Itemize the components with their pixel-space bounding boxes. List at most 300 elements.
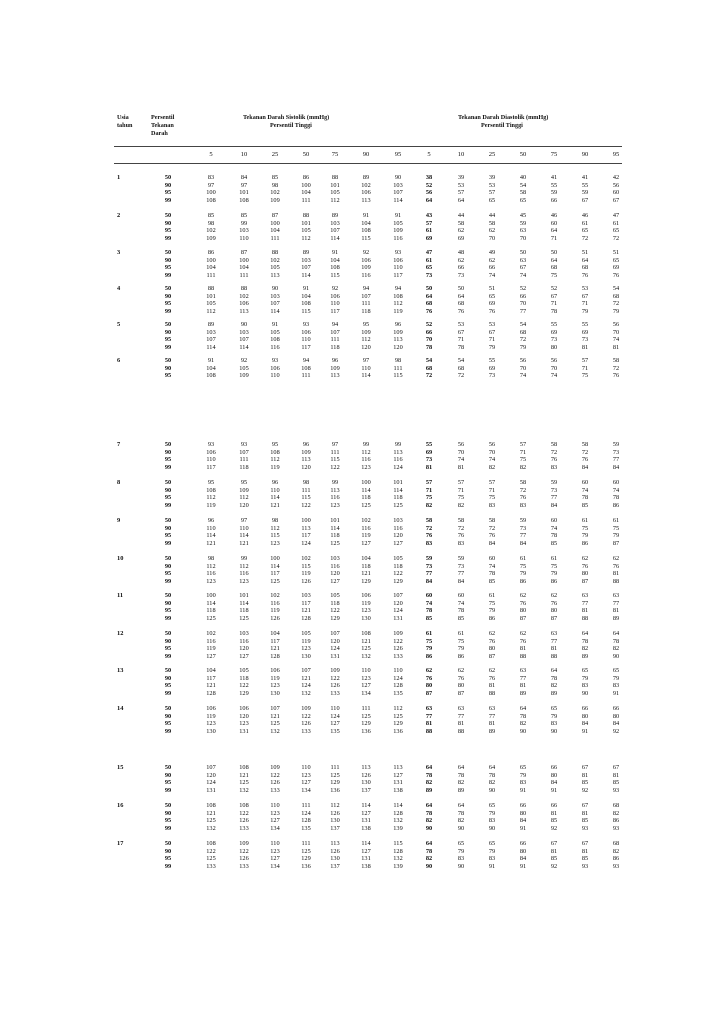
height-percentile-header: 5 (427, 151, 431, 158)
systolic-cell: 117 (301, 343, 311, 351)
systolic-cell: 130 (361, 614, 371, 622)
diastolic-cell: 79 (581, 532, 589, 540)
diastolic-cell: 68 (612, 840, 620, 847)
systolic-cell: 102 (301, 555, 311, 562)
diastolic-cell: 61 (550, 555, 558, 562)
systolic-cell: 107 (301, 264, 311, 272)
systolic-cell: 91 (331, 249, 339, 256)
systolic-cell: 126 (330, 847, 340, 855)
systolic-cell: 108 (301, 300, 311, 308)
diastolic-cell: 86 (488, 614, 496, 622)
table-row (0, 825, 728, 833)
diastolic-cell: 71 (488, 486, 496, 494)
systolic-cell: 120 (206, 771, 216, 779)
systolic-cell: 114 (239, 599, 249, 607)
bp-percentile-cell: 95 (164, 227, 172, 235)
systolic-cell: 122 (301, 712, 311, 720)
systolic-cell: 90 (240, 321, 248, 328)
systolic-cell: 119 (301, 570, 311, 578)
diastolic-cell: 76 (488, 674, 496, 682)
systolic-cell: 104 (301, 189, 311, 197)
systolic-cell: 107 (239, 448, 249, 456)
systolic-cell: 100 (301, 181, 311, 189)
diastolic-cell: 79 (425, 645, 433, 653)
systolic-cell: 96 (331, 357, 339, 364)
systolic-cell: 122 (239, 847, 249, 855)
systolic-cell: 112 (239, 562, 249, 570)
systolic-cell: 126 (270, 779, 280, 787)
diastolic-cell: 52 (425, 321, 433, 328)
diastolic-cell: 81 (488, 682, 496, 690)
diastolic-cell: 65 (612, 667, 620, 674)
systolic-cell: 117 (301, 532, 311, 540)
systolic-cell: 112 (330, 196, 340, 204)
systolic-cell: 105 (330, 189, 340, 197)
systolic-cell: 134 (270, 862, 280, 870)
systolic-cell: 108 (301, 364, 311, 372)
systolic-cell: 117 (393, 271, 403, 279)
systolic-cell: 100 (301, 517, 311, 524)
diastolic-cell: 72 (581, 234, 589, 242)
diastolic-cell: 83 (612, 682, 620, 690)
age-label: 10 (117, 555, 124, 562)
diastolic-cell: 83 (425, 539, 433, 547)
systolic-cell: 136 (393, 727, 403, 735)
height-percentile-header: 95 (394, 151, 402, 158)
systolic-cell: 118 (330, 532, 340, 540)
diastolic-cell: 78 (550, 307, 558, 315)
systolic-cell: 125 (270, 577, 280, 585)
diastolic-cell: 68 (457, 300, 465, 308)
diastolic-cell: 79 (488, 607, 496, 615)
diastolic-cell: 78 (581, 637, 589, 645)
diastolic-cell: 76 (519, 494, 527, 502)
diastolic-cell: 46 (550, 212, 558, 219)
systolic-cell: 125 (330, 539, 340, 547)
systolic-cell: 125 (206, 614, 216, 622)
systolic-cell: 102 (206, 227, 216, 235)
bp-percentile-cell: 50 (164, 174, 172, 181)
diastolic-cell: 90 (457, 862, 465, 870)
systolic-cell: 132 (239, 786, 249, 794)
systolic-cell: 120 (393, 532, 403, 540)
systolic-cell: 108 (393, 292, 403, 300)
diastolic-cell: 55 (550, 321, 558, 328)
systolic-cell: 112 (270, 456, 280, 464)
diastolic-cell: 70 (519, 300, 527, 308)
diastolic-cell: 61 (581, 219, 589, 227)
diastolic-cell: 83 (519, 501, 527, 509)
diastolic-cell: 76 (457, 532, 465, 540)
systolic-cell: 87 (271, 212, 279, 219)
diastolic-cell: 81 (550, 809, 558, 817)
height-percentile-header: 5 (209, 151, 213, 158)
systolic-cell: 91 (394, 212, 402, 219)
diastolic-cell: 91 (550, 786, 558, 794)
systolic-cell: 111 (301, 486, 311, 494)
bp-percentile-cell: 99 (164, 824, 172, 832)
systolic-cell: 103 (330, 219, 340, 227)
systolic-cell: 92 (240, 357, 248, 364)
systolic-cell: 94 (362, 285, 370, 292)
systolic-cell: 119 (301, 637, 311, 645)
diastolic-cell: 59 (550, 189, 558, 197)
systolic-cell: 115 (301, 562, 311, 570)
diastolic-cell: 82 (519, 720, 527, 728)
systolic-cell: 108 (206, 196, 216, 204)
systolic-cell: 112 (330, 802, 340, 809)
systolic-cell: 119 (361, 532, 371, 540)
diastolic-cell: 46 (581, 212, 589, 219)
diastolic-cell: 83 (581, 682, 589, 690)
systolic-cell: 94 (331, 321, 339, 328)
systolic-cell: 121 (206, 809, 216, 817)
diastolic-cell: 78 (550, 532, 558, 540)
systolic-cell: 125 (301, 847, 311, 855)
systolic-cell: 109 (301, 705, 311, 712)
systolic-cell: 119 (206, 501, 216, 509)
systolic-cell: 106 (393, 256, 403, 264)
diastolic-cell: 90 (457, 824, 465, 832)
systolic-cell: 111 (301, 802, 311, 809)
bp-percentile-cell: 95 (164, 645, 172, 653)
diastolic-cell: 60 (550, 517, 558, 524)
diastolic-cell: 91 (488, 862, 496, 870)
diastolic-cell: 53 (488, 181, 496, 189)
diastolic-cell: 74 (457, 456, 465, 464)
systolic-cell: 113 (301, 524, 311, 532)
diastolic-cell: 63 (488, 705, 496, 712)
systolic-cell: 94 (302, 357, 310, 364)
systolic-cell: 107 (301, 667, 311, 674)
systolic-cell: 114 (239, 343, 249, 351)
diastolic-cell: 91 (581, 727, 589, 735)
diastolic-cell: 82 (581, 645, 589, 653)
diastolic-cell: 63 (581, 592, 589, 599)
diastolic-cell: 80 (550, 771, 558, 779)
diastolic-cell: 81 (550, 645, 558, 653)
diastolic-cell: 64 (581, 256, 589, 264)
diastolic-cell: 66 (550, 802, 558, 809)
systolic-cell: 132 (270, 727, 280, 735)
systolic-cell: 116 (393, 234, 403, 242)
age-label: 7 (117, 441, 121, 448)
systolic-cell: 117 (206, 463, 216, 471)
systolic-cell: 121 (206, 539, 216, 547)
bp-percentile-cell: 50 (164, 441, 172, 448)
diastolic-cell: 67 (581, 840, 589, 847)
diastolic-cell: 74 (488, 456, 496, 464)
systolic-cell: 90 (394, 174, 402, 181)
systolic-cell: 136 (361, 727, 371, 735)
systolic-cell: 125 (206, 817, 216, 825)
bp-percentile-cell: 90 (164, 847, 172, 855)
diastolic-cell: 62 (612, 555, 620, 562)
diastolic-cell: 59 (550, 479, 558, 486)
systolic-cell: 129 (361, 720, 371, 728)
diastolic-cell: 57 (457, 479, 465, 486)
diastolic-cell: 66 (581, 705, 589, 712)
diastolic-cell: 77 (519, 307, 527, 315)
systolic-cell: 83 (207, 174, 215, 181)
bp-percentile-cell: 99 (164, 786, 172, 794)
systolic-cell: 129 (301, 855, 311, 863)
diastolic-cell: 89 (581, 652, 589, 660)
systolic-cell: 123 (206, 720, 216, 728)
systolic-cell: 121 (301, 674, 311, 682)
diastolic-cell: 76 (457, 307, 465, 315)
diastolic-cell: 85 (488, 577, 496, 585)
diastolic-cell: 64 (457, 196, 465, 204)
systolic-cell: 104 (239, 264, 249, 272)
diastolic-cell: 61 (519, 555, 527, 562)
diastolic-cell: 88 (425, 727, 433, 735)
diastolic-cell: 73 (425, 562, 433, 570)
table-row (0, 578, 728, 586)
systolic-cell: 105 (301, 227, 311, 235)
systolic-cell: 115 (301, 307, 311, 315)
diastolic-cell: 83 (519, 779, 527, 787)
bp-percentile-cell: 99 (164, 501, 172, 509)
diastolic-cell: 73 (488, 372, 496, 380)
bp-percentile-cell: 90 (164, 181, 172, 189)
systolic-cell: 118 (206, 607, 216, 615)
bp-percentile-cell: 95 (164, 570, 172, 578)
diastolic-cell: 60 (581, 479, 589, 486)
diastolic-cell: 84 (457, 577, 465, 585)
diastolic-cell: 89 (488, 727, 496, 735)
systolic-cell: 96 (302, 441, 310, 448)
diastolic-cell: 80 (519, 809, 527, 817)
systolic-cell: 121 (361, 570, 371, 578)
systolic-cell: 109 (393, 328, 403, 336)
systolic-cell: 123 (206, 577, 216, 585)
systolic-cell: 119 (393, 307, 403, 315)
systolic-cell: 101 (239, 189, 249, 197)
diastolic-cell: 79 (581, 307, 589, 315)
diastolic-cell: 71 (581, 364, 589, 372)
systolic-cell: 101 (239, 592, 249, 599)
systolic-cell: 118 (361, 307, 371, 315)
diastolic-cell: 82 (612, 847, 620, 855)
systolic-cell: 96 (394, 321, 402, 328)
systolic-cell: 114 (393, 802, 403, 809)
diastolic-cell: 84 (550, 779, 558, 787)
diastolic-cell: 73 (457, 562, 465, 570)
age-column-header: Usia tahun (117, 114, 133, 129)
systolic-cell: 129 (330, 779, 340, 787)
diastolic-cell: 42 (612, 174, 620, 181)
systolic-cell: 131 (361, 855, 371, 863)
diastolic-cell: 60 (612, 189, 620, 197)
systolic-cell: 121 (301, 607, 311, 615)
diastolic-cell: 76 (425, 674, 433, 682)
systolic-cell: 116 (206, 570, 216, 578)
diastolic-cell: 81 (581, 607, 589, 615)
systolic-cell: 114 (361, 802, 371, 809)
bp-percentile-cell: 90 (164, 524, 172, 532)
systolic-cell: 112 (361, 336, 371, 344)
diastolic-cell: 85 (457, 614, 465, 622)
diastolic-cell: 47 (612, 212, 620, 219)
diastolic-cell: 62 (457, 667, 465, 674)
systolic-cell: 97 (240, 517, 248, 524)
systolic-cell: 113 (393, 448, 403, 456)
diastolic-cell: 91 (612, 689, 620, 697)
systolic-cell: 128 (301, 614, 311, 622)
diastolic-cell: 63 (519, 256, 527, 264)
diastolic-cell: 58 (519, 189, 527, 197)
diastolic-cell: 92 (550, 824, 558, 832)
systolic-cell: 109 (270, 196, 280, 204)
systolic-cell: 105 (206, 300, 216, 308)
systolic-cell: 125 (330, 771, 340, 779)
diastolic-cell: 39 (488, 174, 496, 181)
systolic-cell: 121 (270, 645, 280, 653)
systolic-cell: 115 (301, 494, 311, 502)
bp-percentile-cell: 99 (164, 307, 172, 315)
systolic-cell: 127 (393, 539, 403, 547)
systolic-cell: 124 (393, 463, 403, 471)
diastolic-cell: 75 (457, 637, 465, 645)
bp-percentile-cell: 50 (164, 555, 172, 562)
diastolic-cell: 64 (457, 802, 465, 809)
systolic-cell: 132 (206, 824, 216, 832)
systolic-cell: 110 (270, 840, 280, 847)
systolic-cell: 91 (302, 285, 310, 292)
diastolic-cell: 68 (612, 802, 620, 809)
systolic-cell: 122 (330, 674, 340, 682)
systolic-cell: 110 (361, 364, 371, 372)
bp-percentile-cell: 50 (164, 705, 172, 712)
systolic-cell: 105 (239, 667, 249, 674)
diastolic-cell: 85 (581, 817, 589, 825)
systolic-cell: 125 (239, 614, 249, 622)
diastolic-cell: 82 (425, 501, 433, 509)
diastolic-cell: 69 (457, 234, 465, 242)
bp-percentile-cell: 50 (164, 212, 172, 219)
diastolic-cell: 51 (581, 249, 589, 256)
diastolic-cell: 57 (581, 357, 589, 364)
systolic-cell: 93 (394, 249, 402, 256)
systolic-cell: 100 (206, 189, 216, 197)
age-label: 6 (117, 357, 121, 364)
systolic-cell: 103 (393, 517, 403, 524)
diastolic-cell: 78 (457, 607, 465, 615)
table-row (0, 308, 728, 316)
diastolic-cell: 63 (519, 227, 527, 235)
systolic-cell: 99 (362, 441, 370, 448)
diastolic-cell: 66 (457, 264, 465, 272)
systolic-cell: 112 (206, 562, 216, 570)
systolic-cell: 102 (361, 181, 371, 189)
diastolic-cell: 66 (519, 840, 527, 847)
systolic-cell: 88 (240, 285, 248, 292)
systolic-cell: 112 (206, 494, 216, 502)
diastolic-cell: 80 (612, 712, 620, 720)
diastolic-cell: 76 (488, 307, 496, 315)
diastolic-cell: 67 (612, 196, 620, 204)
bp-percentile-cell: 99 (164, 539, 172, 547)
systolic-cell: 105 (301, 630, 311, 637)
diastolic-cell: 69 (488, 364, 496, 372)
diastolic-cell: 62 (457, 256, 465, 264)
diastolic-cell: 63 (612, 592, 620, 599)
systolic-cell: 108 (361, 227, 371, 235)
diastolic-cell: 76 (425, 307, 433, 315)
diastolic-cell: 77 (550, 637, 558, 645)
diastolic-cell: 88 (581, 614, 589, 622)
systolic-cell: 111 (239, 456, 249, 464)
systolic-cell: 112 (393, 300, 403, 308)
systolic-cell: 113 (393, 764, 403, 771)
systolic-cell: 115 (361, 234, 371, 242)
systolic-cell: 130 (270, 689, 280, 697)
diastolic-cell: 71 (425, 486, 433, 494)
diastolic-cell: 76 (581, 271, 589, 279)
diastolic-cell: 78 (425, 809, 433, 817)
systolic-header-subtitle: Persentil Tinggi (270, 122, 312, 129)
bp-percentile-cell: 90 (164, 219, 172, 227)
diastolic-cell: 78 (425, 847, 433, 855)
diastolic-cell: 53 (457, 321, 465, 328)
diastolic-cell: 67 (519, 264, 527, 272)
bp-percentile-cell: 99 (164, 343, 172, 351)
diastolic-cell: 80 (425, 682, 433, 690)
systolic-cell: 112 (239, 494, 249, 502)
diastolic-cell: 80 (488, 645, 496, 653)
diastolic-cell: 59 (457, 555, 465, 562)
systolic-cell: 96 (207, 517, 215, 524)
systolic-cell: 115 (270, 532, 280, 540)
systolic-cell: 91 (271, 321, 279, 328)
diastolic-cell: 64 (425, 196, 433, 204)
diastolic-cell: 50 (550, 249, 558, 256)
diastolic-cell: 84 (581, 463, 589, 471)
diastolic-cell: 57 (425, 219, 433, 227)
table-row (0, 653, 728, 661)
diastolic-cell: 70 (550, 364, 558, 372)
diastolic-cell: 71 (550, 234, 558, 242)
diastolic-cell: 59 (581, 189, 589, 197)
systolic-cell: 121 (270, 501, 280, 509)
diastolic-cell: 59 (425, 555, 433, 562)
diastolic-cell: 67 (550, 292, 558, 300)
height-percentile-header: 75 (550, 151, 558, 158)
systolic-cell: 106 (301, 328, 311, 336)
diastolic-cell: 63 (519, 667, 527, 674)
diastolic-cell: 75 (488, 599, 496, 607)
diastolic-cell: 72 (425, 524, 433, 532)
systolic-cell: 129 (239, 689, 249, 697)
bp-percentile-cell: 99 (164, 862, 172, 870)
systolic-cell: 93 (240, 441, 248, 448)
diastolic-cell: 81 (612, 343, 620, 351)
systolic-cell: 89 (362, 174, 370, 181)
diastolic-cell: 76 (457, 674, 465, 682)
diastolic-cell: 65 (457, 840, 465, 847)
systolic-cell: 129 (393, 577, 403, 585)
diastolic-cell: 76 (612, 372, 620, 380)
systolic-cell: 107 (361, 292, 371, 300)
systolic-cell: 116 (330, 494, 340, 502)
systolic-cell: 127 (361, 539, 371, 547)
diastolic-cell: 68 (519, 328, 527, 336)
systolic-cell: 116 (361, 456, 371, 464)
systolic-cell: 106 (361, 189, 371, 197)
diastolic-cell: 56 (425, 189, 433, 197)
diastolic-cell: 55 (581, 321, 589, 328)
